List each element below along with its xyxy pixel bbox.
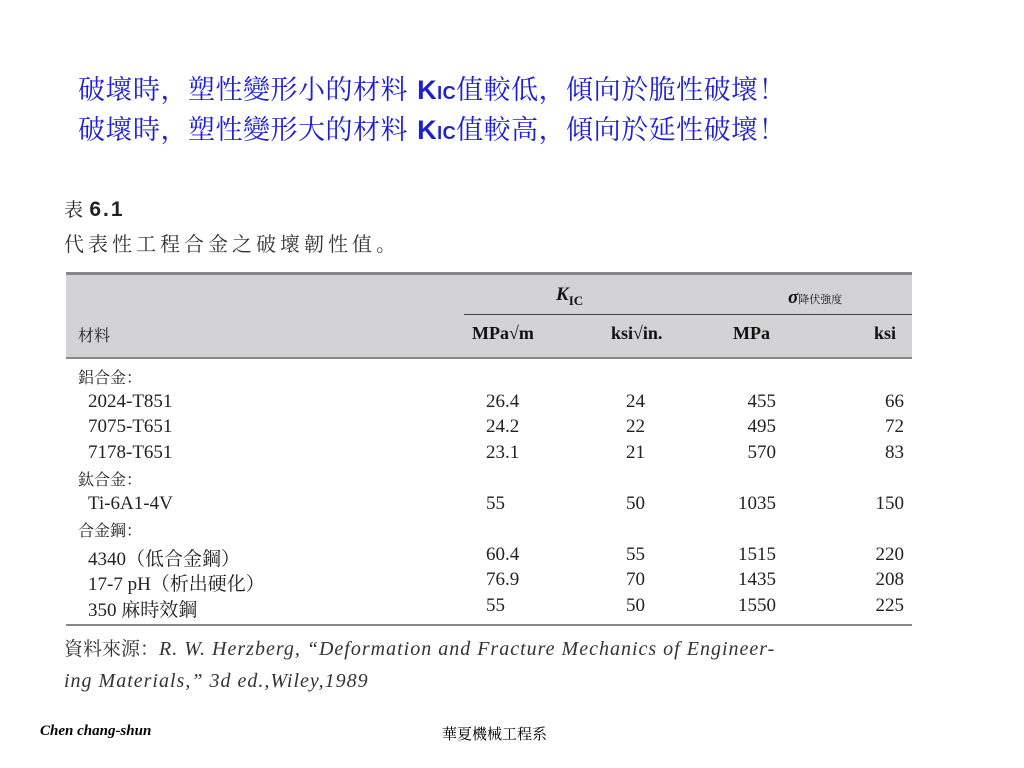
yield-mpa-value: 570	[747, 441, 776, 463]
kic-ksi-value: 50	[626, 594, 645, 616]
headline-line-1	[78, 72, 786, 112]
yield-ksi-value: 220	[875, 543, 904, 565]
table-header	[66, 272, 912, 359]
table-group-row	[66, 365, 912, 391]
source-line-2: ing Materials,” 3d ed.,Wiley,1989	[64, 670, 369, 692]
kic-ksi-value: 55	[626, 543, 645, 565]
unit-ksi: ksi	[874, 323, 897, 343]
header-rule-sigma	[730, 314, 912, 315]
kic-ksi-value: 21	[626, 441, 645, 463]
yield-mpa-value: 1035	[738, 492, 776, 514]
table-row	[66, 569, 912, 595]
caption-description: 代表性工程合金之破壞韌性值。	[64, 232, 400, 256]
kic-mpa-value: 26.4	[486, 390, 520, 412]
kic-mpa-value: 60.4	[486, 543, 520, 565]
table-bottom-rule	[66, 624, 912, 626]
table-caption	[64, 195, 400, 257]
kic-ksi-value: 24	[626, 390, 645, 412]
yield-ksi-value: 225	[875, 594, 904, 616]
kic-ksi-value: 50	[626, 492, 645, 514]
kic-mpa-value: 76.9	[486, 569, 520, 590]
material-name: 7178-T651	[88, 441, 173, 463]
yield-mpa-value: 495	[747, 416, 776, 437]
yield-ksi-value: 66	[885, 390, 904, 412]
table-row	[66, 391, 912, 417]
headline-line-2-tail: 值較高，傾向於延性破壞！	[456, 115, 787, 146]
caption-number: 6.1	[89, 198, 125, 221]
table-body	[66, 359, 912, 620]
kic-mpa-value: 24.2	[486, 416, 520, 437]
kic-mpa-value: 55	[486, 492, 505, 514]
kic-ksi-value: 22	[626, 416, 645, 437]
unit-ksi-sqrt-in: ksi√in.	[611, 323, 663, 343]
headline	[78, 72, 786, 152]
headline-line-1-tail: 值較低，傾向於脆性破壞！	[456, 75, 787, 106]
yield-mpa-value: 1550	[738, 594, 776, 616]
material-name: 4340（低合金鋼）	[88, 548, 241, 570]
table-row	[66, 416, 912, 442]
kic-ksi-value: 70	[626, 569, 645, 590]
table-row	[66, 493, 912, 519]
kic-mpa-value: 55	[486, 594, 505, 616]
group-name: 合金鋼：	[78, 521, 143, 540]
material-name: 350 麻時效鋼	[88, 599, 198, 621]
yield-mpa-value: 1515	[738, 543, 776, 565]
group-name: 鋁合金：	[78, 368, 143, 387]
unit-mpa-sqrt-m: MPa√m	[472, 323, 534, 343]
yield-ksi-value: 83	[885, 441, 904, 463]
material-name: 17-7 pH（析出硬化）	[88, 574, 265, 595]
header-kic: $K_{IC}$	[556, 284, 584, 308]
headline-line-2-text: 破壞時，塑性變形大的材料	[78, 115, 418, 146]
headline-line-1-text: 破壞時，塑性變形小的材料	[78, 75, 418, 106]
material-name: Ti-6A1-4V	[88, 492, 173, 514]
table-row	[66, 544, 912, 570]
unit-mpa: MPa	[733, 323, 770, 343]
source-prefix: 資料來源：	[64, 638, 160, 660]
kic-symbol: KIC	[417, 115, 457, 145]
table-row	[66, 442, 912, 468]
kic-symbol: KIC	[417, 75, 457, 105]
footer-department: 華夏機械工程系	[442, 725, 548, 743]
header-material: 材料	[78, 326, 111, 345]
group-name: 鈦合金：	[78, 470, 143, 489]
kic-mpa-value: 23.1	[486, 441, 520, 463]
yield-ksi-value: 72	[885, 416, 904, 437]
header-rule-kic	[464, 314, 742, 315]
caption-label: 表	[64, 199, 84, 221]
table-group-row	[66, 518, 912, 544]
footer-author: Chen chang-shun	[40, 723, 152, 739]
headline-line-2	[78, 112, 786, 152]
yield-mpa-value: 455	[747, 390, 776, 412]
material-name: 7075-T651	[88, 416, 173, 437]
yield-ksi-value: 150	[875, 492, 904, 514]
material-name: 2024-T851	[88, 390, 173, 412]
yield-ksi-value: 208	[875, 569, 904, 590]
source-line-1: R. W. Herzberg, “Deformation and Fracture Mechanics of Engineer-	[159, 638, 776, 660]
yield-mpa-value: 1435	[738, 569, 776, 590]
header-yield-strength: σ降伏強度	[788, 287, 843, 308]
table-row	[66, 595, 912, 621]
source-citation	[64, 632, 775, 697]
fracture-toughness-table	[66, 272, 912, 626]
table-group-row	[66, 467, 912, 493]
